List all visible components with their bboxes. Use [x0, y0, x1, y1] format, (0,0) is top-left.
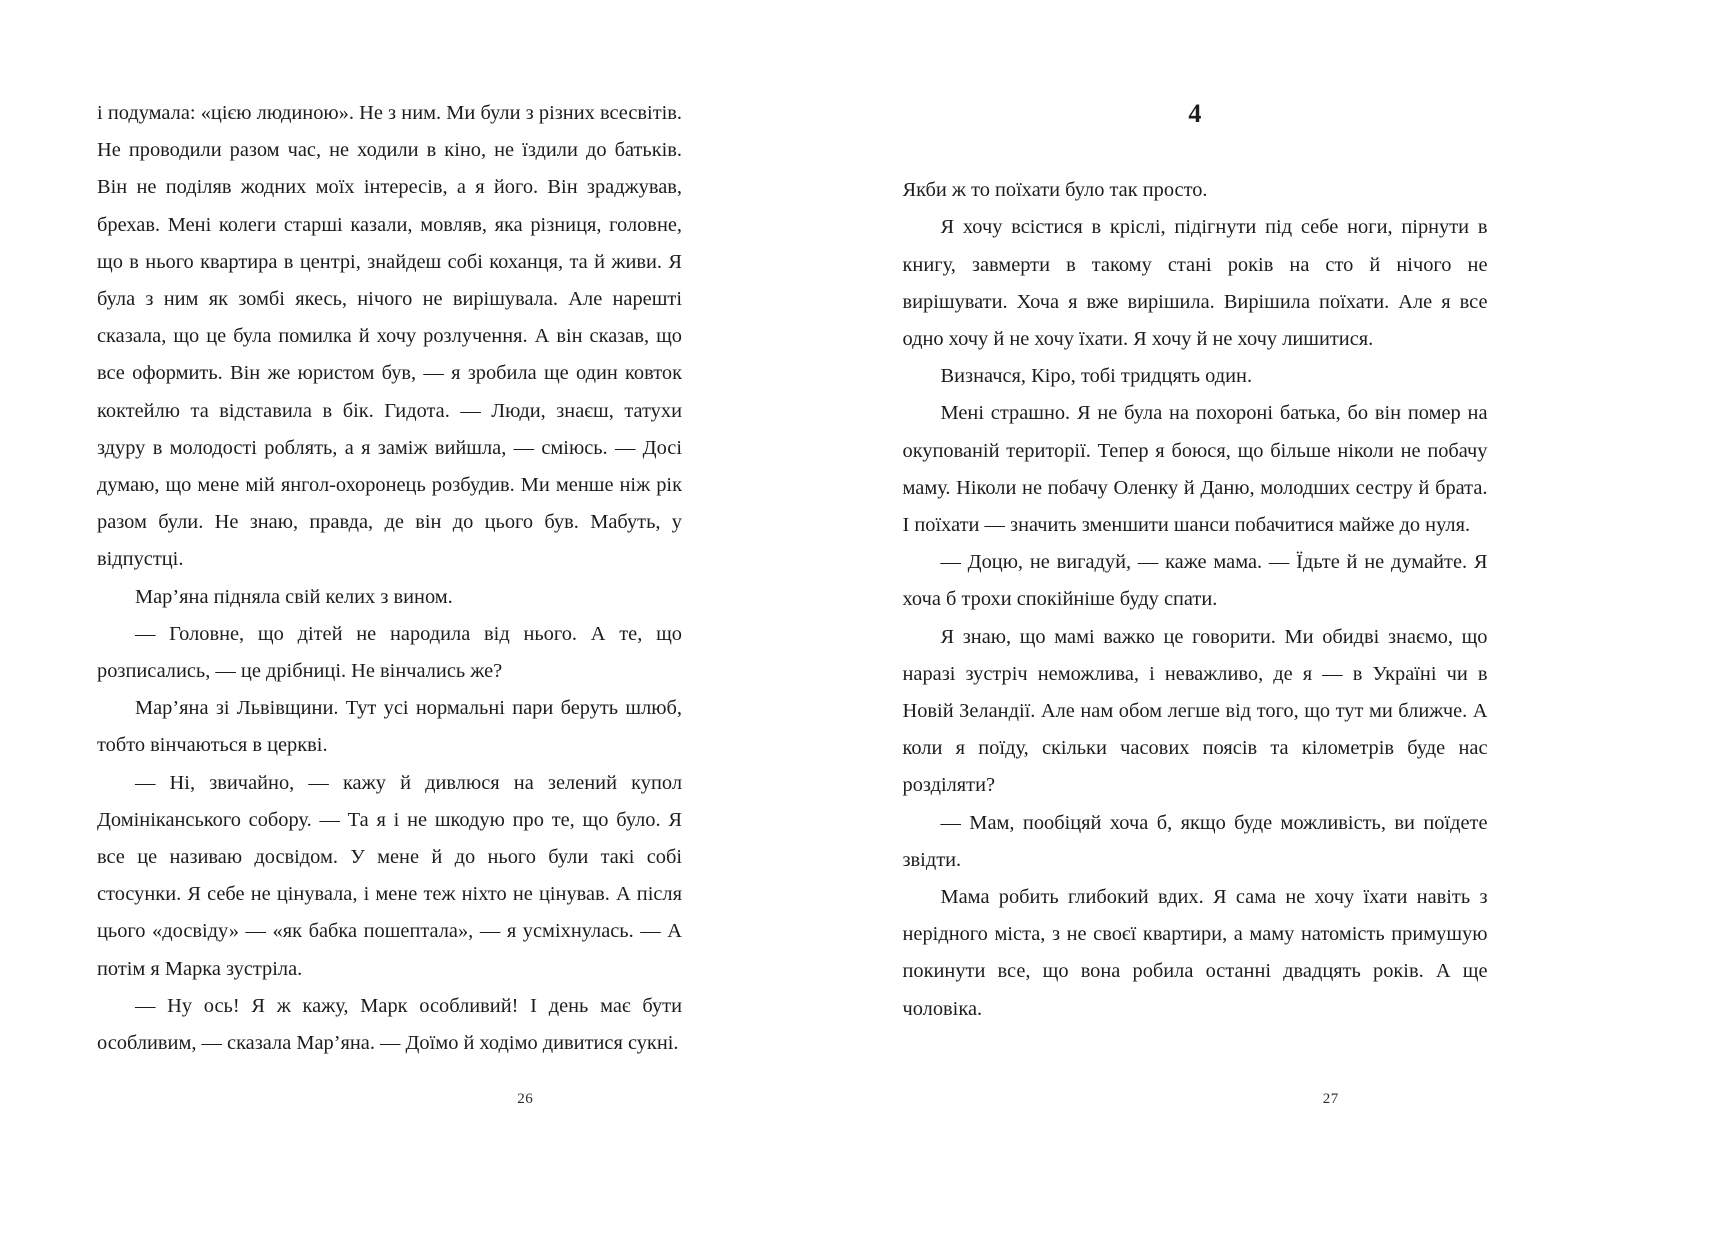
chapter-number: 4	[1188, 99, 1202, 128]
paragraph: — Доцю, не вигадуй, — каже мама. — Їдьте й не думайте. Я хоча б трохи спокійніше буду спати.	[902, 551, 1488, 611]
paragraph: — Мам, пообіцяй хоча б, якщо буде можливість, ви поїдете звідти.	[902, 811, 1488, 871]
right-page	[857, 0, 1713, 1258]
paragraph: — Ну ось! Я ж кажу, Марк особливий! І день має бути особливим, — сказала Мар’яна. — Доїмо й ходімо дивитися сукні.	[97, 994, 682, 1055]
paragraph: Мені страшно. Я не була на похороні батька, бо він помер на окупованій території. Тепер я боюся, що більше ніколи не побачу маму. Ніколи не побачу Оленку й Даню, молодших сестру й брата. І поїхати — значить зменшити шанси побачитися майже до нуля.	[902, 402, 1488, 537]
paragraph: Мар’яна підняла свій келих з вином.	[135, 585, 453, 608]
paragraph: Мар’яна зі Львівщини. Тут усі нормальні пари беруть шлюб, тобто вінчаються в церкві.	[97, 697, 682, 757]
paragraph: Я знаю, що мамі важко це говорити. Ми обидві знаємо, що наразі зустріч неможлива, і неважливо, де я — в Україні чи в Новій Зеландії. Але нам обом легше від того, що тут ми ближче. А коли я поїду, скільки часових поясів та кілометрів буде нас розділяти?	[902, 625, 1488, 797]
paragraph: і подумала: «цією людиною». Не з ним. Ми були з різних всесвітів. Не проводили разом час, не ходили в кіно, не їздили до батьків. Він не поділяв жодних моїх інтересів, а я його. Він зраджував, брехав. Мені колеги старші казали, мовляв, яка різниця, головне, що в нього квартира в центрі, знайдеш собі коханця, та й живи. Я була з ним як зомбі якесь, нічого не вирішувала. Але нарешті сказала, що це була помилка й хочу розлучення. А він сказав, що все оформить. Він же юристом був, — я зробила ще один ковток коктейлю та відставила в бік. Гидота. — Люди, знаєш, татухи здуру в молодості роблять, а я заміж вийшла, — сміюсь. — Досі думаю, що мене мій янгол-охоронець розбудив. Ми менше ніж рік разом були. Не знаю, правда, де він до цього був. Мабуть, у відпустці.	[97, 102, 682, 571]
paragraph: Визначся, Кіро, тобі тридцять один.	[940, 365, 1253, 388]
paragraph: — Ні, звичайно, — кажу й дивлюся на зелений купол Домініканського собору. — Та я і не шкодую про те, що було. Я все це називаю досвідом. У мене й до нього були такі собі стосунки. Я себе не цінувала, і мене теж ніхто не цінував. А після цього «досвіду» — «як бабка пошептала», — я усміхнулась. — А потім я Марка зустріла.	[97, 771, 682, 980]
paragraph: — Головне, що дітей не народила від нього. А те, що розписались, — це дрібниці. Не вінчались же?	[97, 622, 682, 683]
left-page-text-block	[97, 95, 682, 1062]
right-page-text-block	[903, 95, 1488, 1028]
paragraph: Мама робить глибокий вдих. Я сама не хочу їхати навіть з нерідного міста, з не своєї квартири, а маму натомість примушую покинути все, що вона робила останні двадцять років. А ще чоловіка.	[902, 886, 1488, 1020]
paragraph: Якби ж то поїхати було так просто.	[902, 179, 1208, 202]
paragraph: Я хочу всістися в кріслі, підігнути під себе ноги, пірнути в книгу, завмерти в такому стані років на сто й нічого не вирішувати. Хоча я вже вирішила. Вирішила поїхати. Але я все одно хочу й не хочу їхати. Я хочу й не хочу лишитися.	[902, 216, 1488, 351]
page-number: 26	[517, 1091, 534, 1107]
page-number: 27	[1322, 1091, 1339, 1107]
